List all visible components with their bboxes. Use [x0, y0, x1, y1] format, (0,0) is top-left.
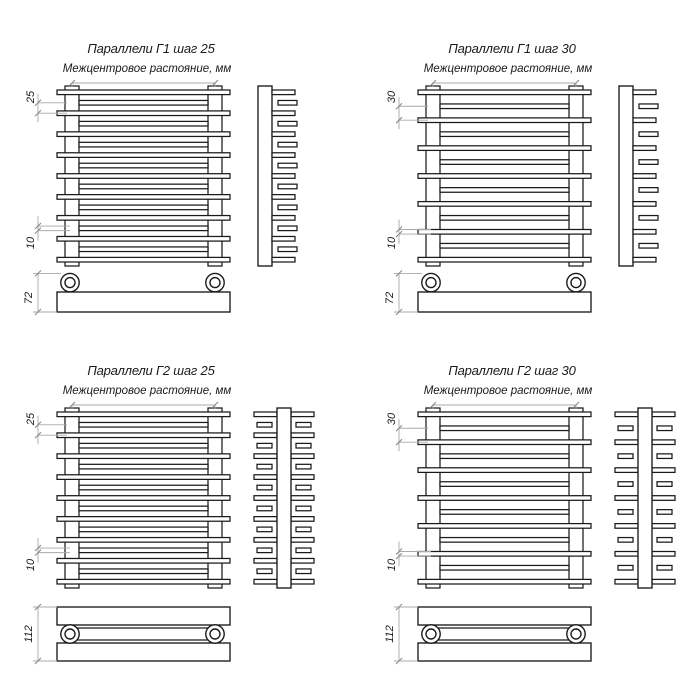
diagram-parallels-g1-step25 — [25, 40, 347, 354]
front-view — [418, 408, 591, 588]
diagram-title: Параллели Г2 шаг 25 — [87, 363, 215, 378]
pitch-dimension-value: 30 — [386, 412, 398, 426]
pitch-dimension-value: 25 — [25, 412, 37, 426]
diagram-parallels-g2-step30 — [386, 362, 700, 676]
side-view — [615, 408, 675, 588]
bottom-view — [57, 607, 230, 661]
depth-dimension-value: 112 — [384, 625, 396, 643]
diagram-title: Параллели Г1 шаг 25 — [87, 41, 215, 56]
center-distance-label: Межцентровое растояние, мм — [423, 63, 593, 75]
center-distance-label: Межцентровое растояние, мм — [62, 63, 232, 75]
radiator-views-drawing — [25, 362, 347, 676]
pitch-dimension-value: 25 — [25, 90, 37, 104]
pitch-dimension-value: 30 — [386, 90, 398, 104]
front-view — [418, 86, 591, 266]
radiator-views-drawing — [386, 362, 700, 676]
diagram-title: Параллели Г1 шаг 30 — [448, 41, 576, 56]
depth-dimension-value: 72 — [384, 291, 396, 305]
front-view — [57, 408, 230, 588]
tube-diameter-dimension-value: 10 — [25, 558, 37, 572]
diagram-parallels-g1-step30 — [386, 40, 700, 354]
tube-diameter-dimension-value: 10 — [386, 558, 398, 572]
diagram-parallels-g2-step25 — [25, 362, 347, 676]
center-distance-label: Межцентровое растояние, мм — [423, 385, 593, 397]
center-distance-label: Межцентровое растояние, мм — [62, 385, 232, 397]
radiator-views-drawing — [386, 40, 700, 354]
diagram-title: Параллели Г2 шаг 30 — [448, 363, 576, 378]
depth-dimension-value: 72 — [23, 291, 35, 305]
front-view — [57, 86, 230, 266]
depth-dimension-value: 112 — [23, 625, 35, 643]
side-view — [258, 86, 297, 266]
side-view — [619, 86, 658, 266]
side-view — [254, 408, 314, 588]
tube-diameter-dimension-value: 10 — [386, 236, 398, 250]
bottom-view — [418, 273, 591, 312]
bottom-view — [418, 607, 591, 661]
radiator-views-drawing — [25, 40, 347, 354]
bottom-view — [57, 273, 230, 312]
tube-diameter-dimension-value: 10 — [25, 236, 37, 250]
